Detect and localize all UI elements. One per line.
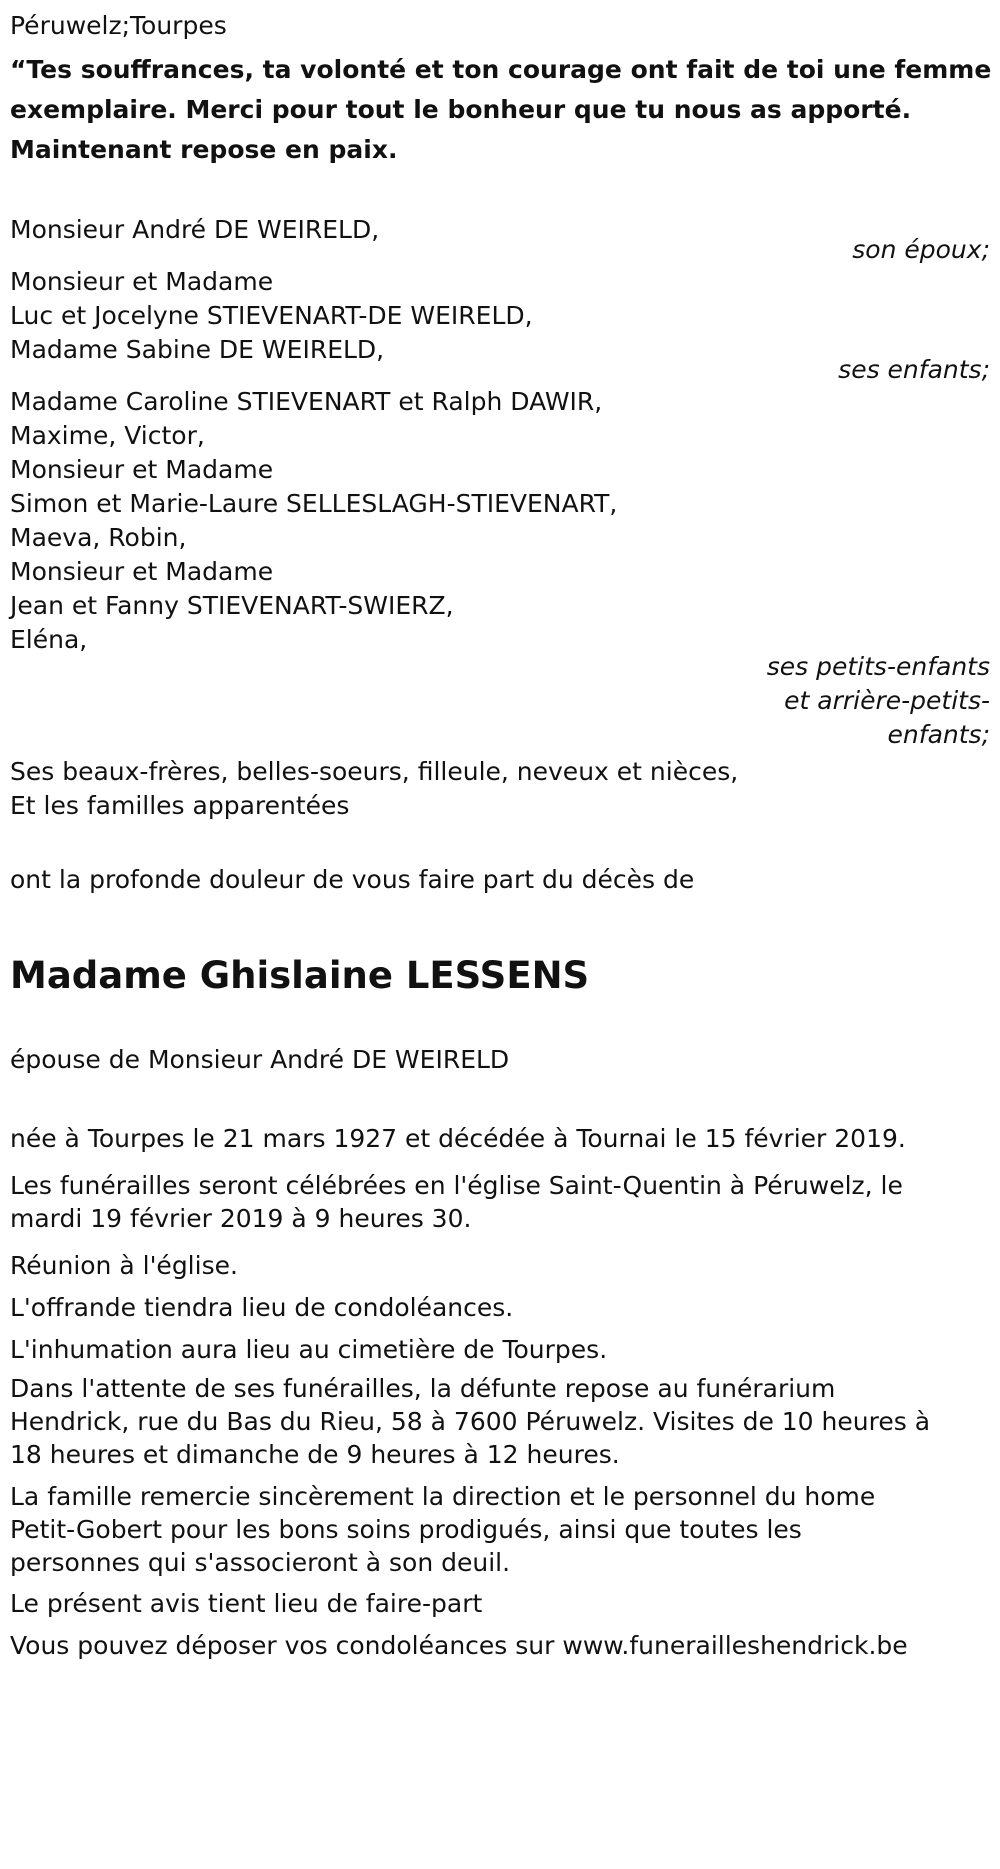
paragraph-line: Les funérailles seront célébrées en l'église Saint-Quentin à Péruwelz, le — [10, 1171, 903, 1200]
family-name-line: Et les familles apparentées — [10, 791, 350, 820]
paragraph — [10, 1584, 990, 1623]
paragraph — [10, 1169, 990, 1235]
family-group-grandchildren — [10, 382, 990, 752]
family-group-children — [10, 262, 990, 390]
role-line: ses enfants; — [838, 355, 990, 384]
spouse-of: épouse de Monsieur André DE WEIRELD — [10, 1045, 510, 1074]
paragraph-line: Réunion à l'église. — [10, 1251, 238, 1280]
paragraph-line: L'inhumation aura lieu au cimetière de Tourpes. — [10, 1335, 608, 1364]
paragraph — [10, 1246, 990, 1285]
role-line: enfants; — [887, 720, 990, 749]
paragraph-line: Hendrick, rue du Bas du Rieu, 58 à 7600 Péruwelz. Visites de 10 heures à — [10, 1407, 931, 1436]
family-name-line: Luc et Jocelyne STIEVENART-DE WEIRELD, — [10, 301, 533, 330]
paragraph-line: Vous pouvez déposer vos condoléances sur www.funerailleshendrick.be — [10, 1631, 908, 1660]
paragraph — [10, 1119, 990, 1158]
family-group-spouse — [10, 210, 990, 270]
quote-line: Maintenant repose en paix. — [10, 135, 398, 164]
paragraph — [10, 1330, 990, 1369]
epitaph-quote — [10, 50, 990, 170]
family-name-line: Maxime, Victor, — [10, 421, 205, 450]
family-name-line: Madame Caroline STIEVENART et Ralph DAWIR, — [10, 387, 603, 416]
paragraph-line: Petit-Gobert pour les bons soins prodigués, ainsi que toutes les — [10, 1515, 802, 1544]
paragraph-line: Dans l'attente de ses funérailles, la défunte repose au funérarium — [10, 1374, 836, 1403]
role-line: et arrière-petits- — [784, 686, 990, 715]
location: Péruwelz;Tourpes — [10, 11, 227, 40]
family-name-line: Monsieur et Madame — [10, 557, 274, 586]
family-name-line: Maeva, Robin, — [10, 523, 187, 552]
family-role — [10, 650, 990, 752]
obituary-page — [0, 6, 1000, 1869]
paragraph-line: mardi 19 février 2019 à 9 heures 30. — [10, 1204, 472, 1233]
paragraph-line: La famille remercie sincèrement la direction et le personnel du home — [10, 1482, 876, 1511]
paragraph — [10, 1480, 990, 1579]
announcement: ont la profonde douleur de vous faire part du décès de — [10, 865, 695, 894]
deceased-name: Madame Ghislaine LESSENS — [10, 954, 590, 997]
quote-line: “Tes souffrances, ta volonté et ton courage ont fait de toi une femme — [10, 55, 992, 84]
paragraph-line: personnes qui s'associeront à son deuil. — [10, 1548, 511, 1577]
paragraph — [10, 1626, 990, 1665]
family-name-line: Jean et Fanny STIEVENART-SWIERZ, — [10, 591, 454, 620]
family-name-line: Simon et Marie-Laure SELLESLAGH-STIEVENART, — [10, 489, 618, 518]
paragraph-line: née à Tourpes le 21 mars 1927 et décédée à Tournai le 15 février 2019. — [10, 1124, 906, 1153]
paragraph-line: L'offrande tiendra lieu de condoléances. — [10, 1293, 514, 1322]
family-name-line: Eléna, — [10, 625, 88, 654]
family-name-line: Monsieur et Madame — [10, 267, 274, 296]
paragraph-line: 18 heures et dimanche de 9 heures à 12 heures. — [10, 1440, 620, 1469]
family-name-line: Madame Sabine DE WEIRELD, — [10, 335, 385, 364]
family-group-others — [10, 752, 990, 826]
role-line: son époux; — [852, 235, 990, 264]
paragraph — [10, 1372, 990, 1471]
family-name-line: Monsieur et Madame — [10, 455, 274, 484]
family-name-line: Ses beaux-frères, belles-soeurs, filleule, neveux et nièces, — [10, 757, 739, 786]
obituary-content — [10, 6, 990, 1665]
role-line: ses petits-enfants — [766, 652, 990, 681]
paragraph-line: Le présent avis tient lieu de faire-part — [10, 1589, 483, 1618]
paragraph — [10, 1288, 990, 1327]
family-name-line: Monsieur André DE WEIRELD, — [10, 215, 380, 244]
quote-line: exemplaire. Merci pour tout le bonheur que tu nous as apporté. — [10, 95, 912, 124]
